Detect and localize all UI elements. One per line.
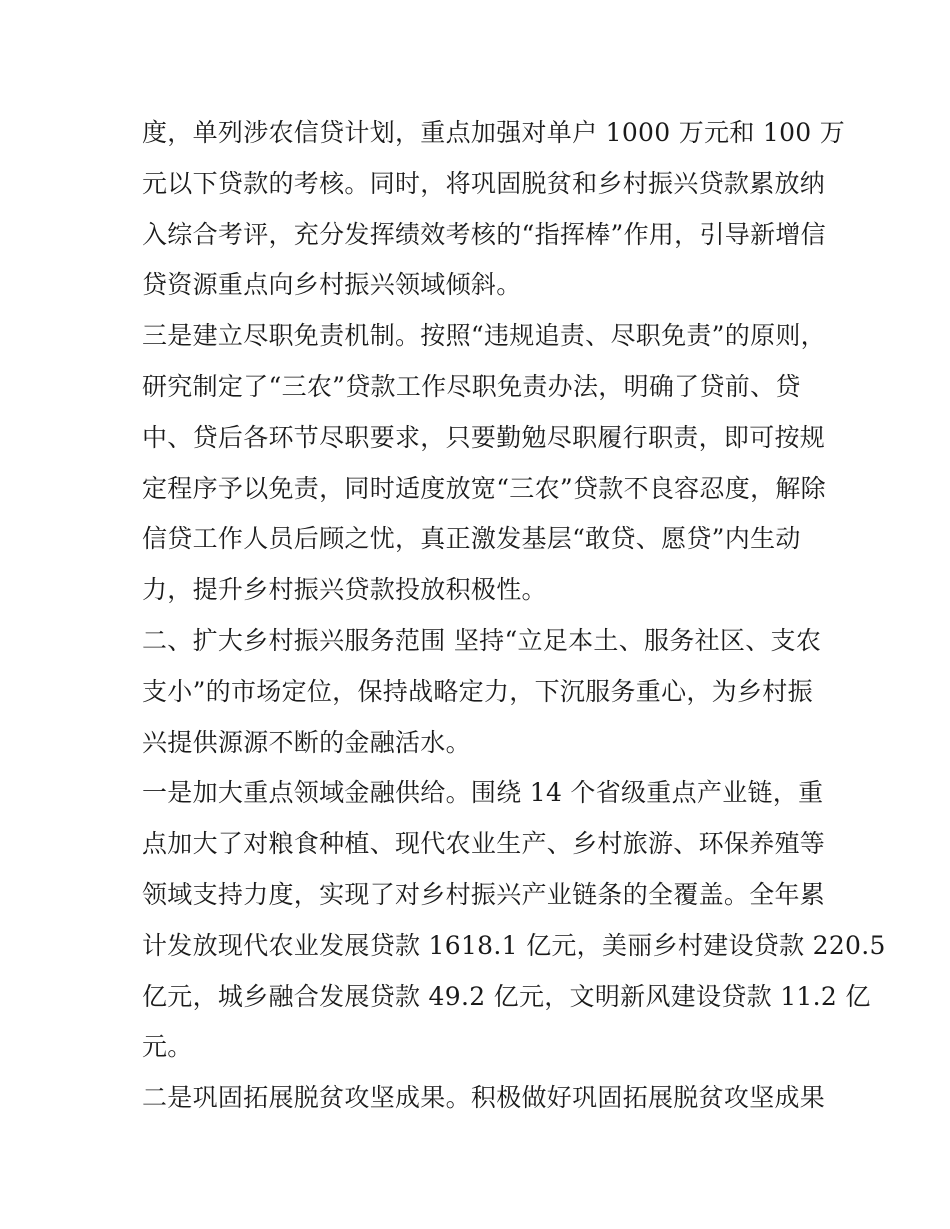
text-line: 元以下贷款的考核。同时，将巩固脱贫和乡村振兴贷款累放纳: [142, 168, 826, 198]
paragraph-heading-line: 一是加大重点领域金融供给。围绕 14 个省级重点产业链，重: [142, 778, 824, 808]
text-line: 研究制定了“三农”贷款工作尽职免责办法，明确了贷前、贷: [142, 371, 801, 401]
text-line: 元。: [142, 1032, 193, 1062]
text-line: 力，提升乡村振兴贷款投放积极性。: [142, 575, 547, 605]
document-body: [142, 108, 886, 1124]
text-line: 支小”的市场定位，保持战略定力，下沉服务重心，为乡村振: [142, 676, 813, 706]
text-line: 入综合考评，充分发挥绩效考核的“指挥棒”作用，引导新增信: [142, 219, 826, 249]
text-line: 度，单列涉农信贷计划，重点加强对单户 1000 万元和 100 万: [142, 118, 846, 147]
text-line: 贷资源重点向乡村振兴领域倾斜。: [142, 270, 522, 300]
text-line: 中、贷后各环节尽职要求，只要勤勉尽职履行职责，即可按规: [142, 422, 826, 452]
text-line: 兴提供源源不断的金融活水。: [142, 727, 471, 757]
text-line: 信贷工作人员后顾之忧，真正激发基层“敢贷、愿贷”内生动: [142, 524, 801, 554]
paragraph-heading-line: 二是巩固拓展脱贫攻坚成果。积极做好巩固拓展脱贫攻坚成果: [142, 1083, 826, 1113]
section-heading-line: 二、扩大乡村振兴服务范围 坚持“立足本土、服务社区、支农: [142, 625, 822, 655]
text-line: 定程序予以免责，同时适度放宽“三农”贷款不良容忍度，解除: [142, 473, 826, 503]
text-line: 领域支持力度，实现了对乡村振兴产业链条的全覆盖。全年累: [142, 879, 826, 909]
text-line: 点加大了对粮食种植、现代农业生产、乡村旅游、环保养殖等: [142, 829, 826, 859]
text-line: 计发放现代农业发展贷款 1618.1 亿元，美丽乡村建设贷款 220.5: [142, 930, 886, 960]
paragraph-heading-line: 三是建立尽职免责机制。按照“违规追责、尽职免责”的原则，: [142, 321, 826, 351]
text-line: 亿元，城乡融合发展贷款 49.2 亿元，文明新风建设贷款 11.2 亿: [142, 981, 871, 1011]
